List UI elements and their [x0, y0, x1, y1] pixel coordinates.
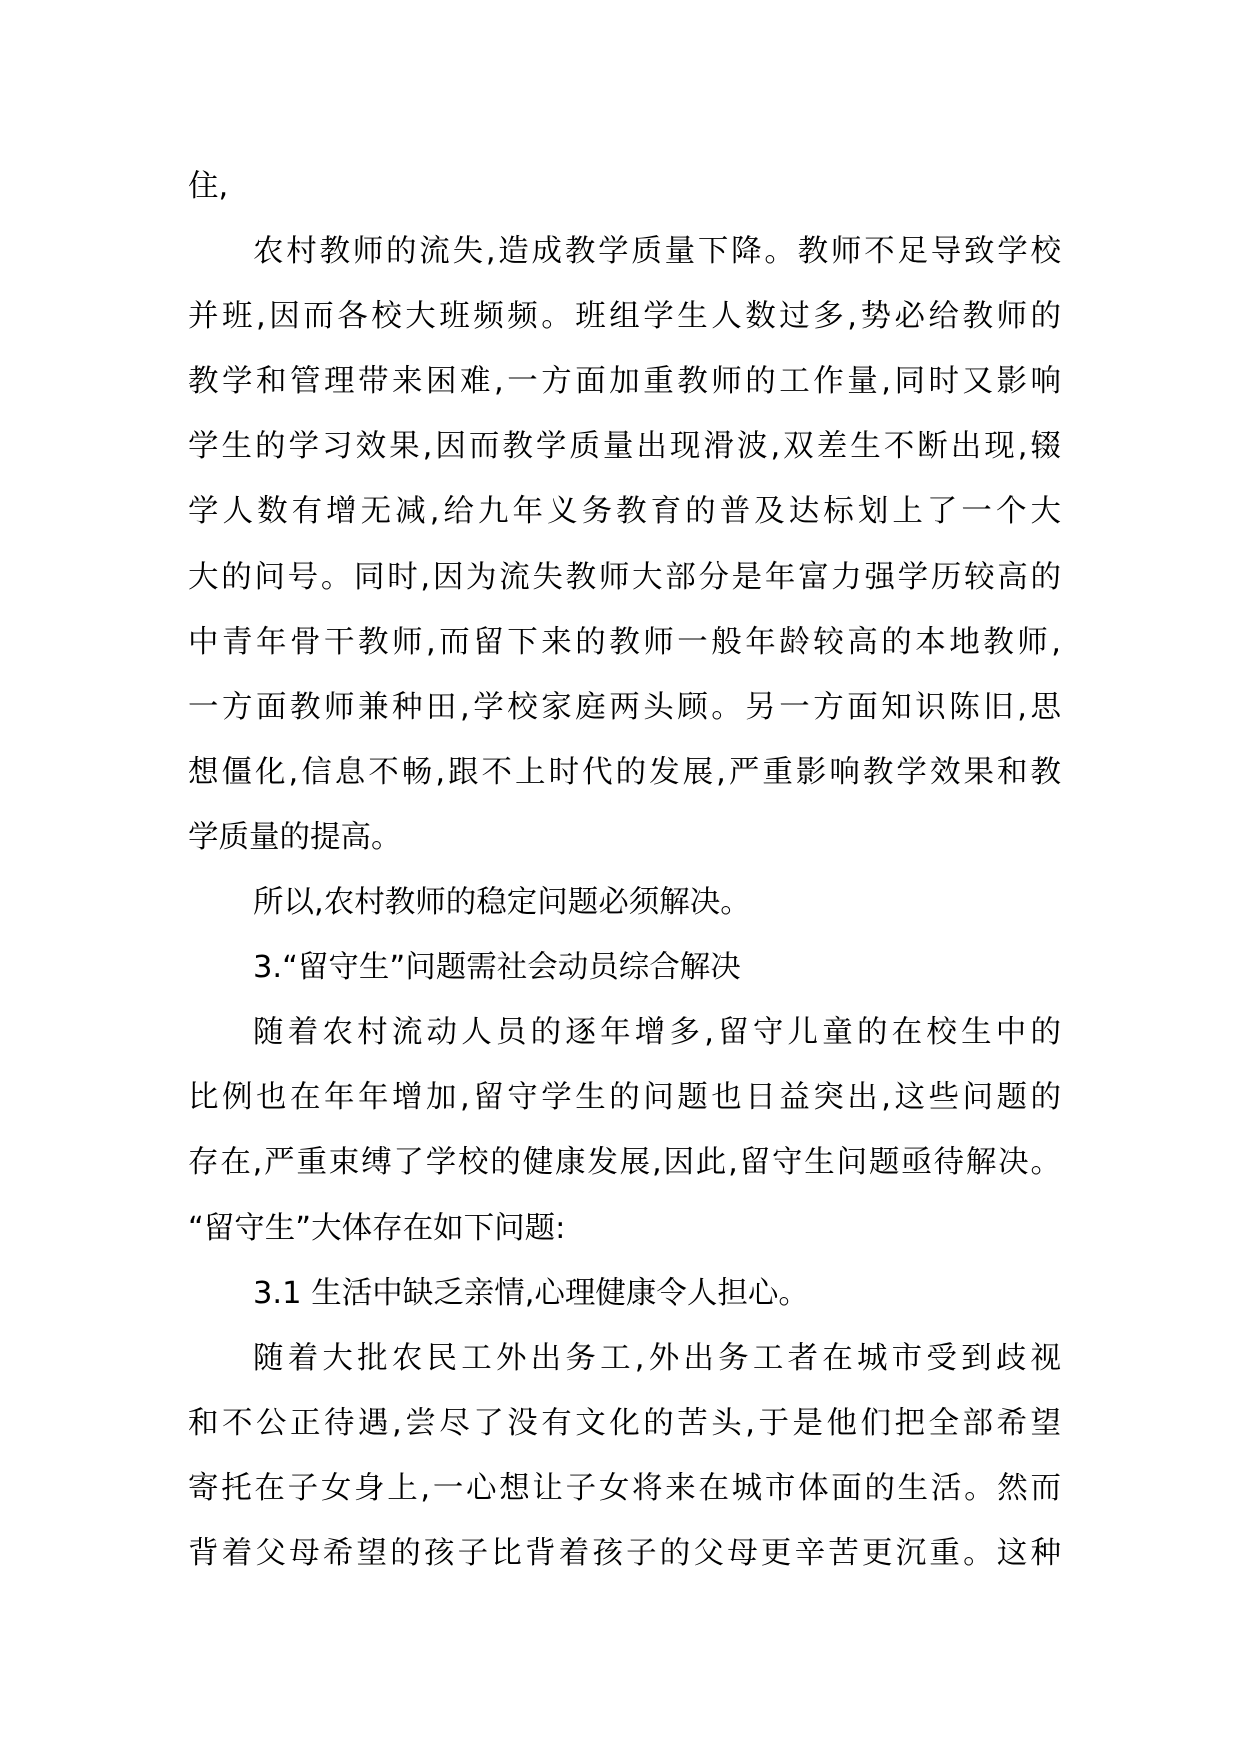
text-line: 学质量的提高。	[188, 819, 402, 855]
document-body	[188, 154, 1061, 1586]
text-line: 住,	[188, 169, 229, 204]
text-line: 中青年骨干教师,而留下来的教师一般年龄较高的本地教师,	[188, 624, 1061, 660]
text-line: 想僵化,信息不畅,跟不上时代的发展,严重影响教学效果和教	[188, 754, 1061, 790]
text-line: 比例也在年年增加,留守学生的问题也日益突出,这些问题的	[188, 1080, 1061, 1116]
text-line: “留守生”大体存在如下问题:	[188, 1210, 566, 1246]
text-line: 教学和管理带来困难,一方面加重教师的工作量,同时又影响	[188, 364, 1061, 400]
text-line: 随着大批农民工外出务工,外出务工者在城市受到歧视	[253, 1340, 1061, 1376]
text-line: 寄托在子女身上,一心想让子女将来在城市体面的生活。然而	[188, 1470, 1061, 1506]
text-line: 和不公正待遇,尝尽了没有文化的苦头,于是他们把全部希望	[188, 1405, 1061, 1441]
text-line: 学生的学习效果,因而教学质量出现滑波,双差生不断出现,辍	[188, 429, 1061, 465]
text-line: 并班,因而各校大班频频。班组学生人数过多,势必给教师的	[188, 299, 1061, 335]
subsection-heading: 3.1 生活中缺乏亲情,心理健康令人担心。	[253, 1275, 809, 1311]
text-line: 存在,严重束缚了学校的健康发展,因此,留守生问题亟待解决。	[188, 1145, 1061, 1181]
text-line: 大的问号。同时,因为流失教师大部分是年富力强学历较高的	[188, 559, 1061, 595]
text-line: 一方面教师兼种田,学校家庭两头顾。另一方面知识陈旧,思	[188, 689, 1061, 725]
text-line: 农村教师的流失,造成教学质量下降。教师不足导致学校	[253, 234, 1061, 270]
text-line: 所以,农村教师的稳定问题必须解决。	[253, 885, 751, 921]
text-line: 学人数有增无减,给九年义务教育的普及达标划上了一个大	[188, 494, 1061, 530]
section-heading: 3.“留守生”问题需社会动员综合解决	[253, 950, 741, 986]
text-line: 背着父母希望的孩子比背着孩子的父母更辛苦更沉重。这种	[188, 1535, 1061, 1571]
text-line: 随着农村流动人员的逐年增多,留守儿童的在校生中的	[253, 1015, 1061, 1051]
